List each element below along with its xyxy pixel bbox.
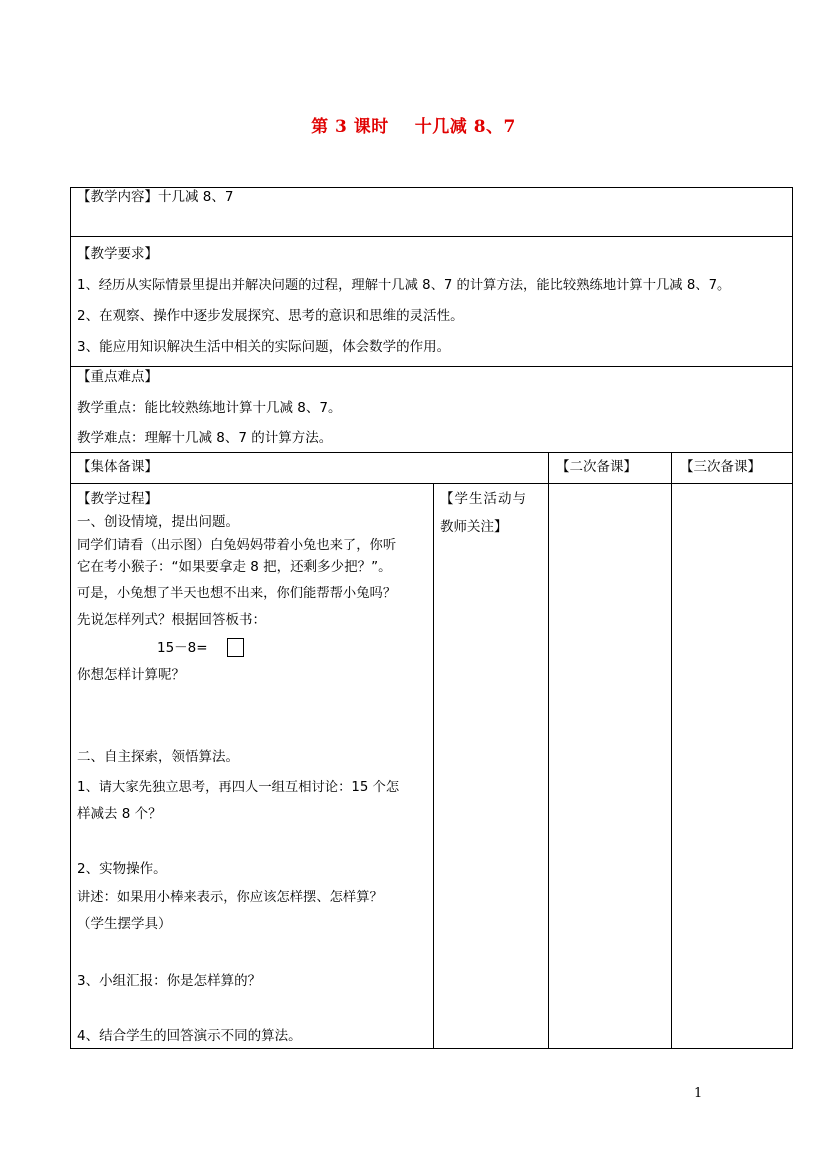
requirements-heading: 【教学要求】 — [77, 246, 158, 262]
process-line: 同学们请看（出示图）白兔妈妈带着小兔也来了，你听 — [77, 538, 397, 553]
lesson-topic: 十几减 8、7 — [414, 117, 516, 137]
table-border-bottom — [70, 1048, 793, 1049]
requirement-item: 1、经历从实际情景里提出并解决问题的过程，理解十几减 8、7 的计算方法，能比较熟练地计算十几减 8、7。 — [77, 278, 731, 293]
table-border-right — [792, 187, 793, 1049]
table-column-divider — [548, 452, 549, 1049]
keypoints-heading: 【重点难点】 — [77, 369, 158, 385]
process-line: （学生摆学具） — [77, 916, 172, 932]
third-header: 【三次备课】 — [680, 459, 761, 475]
process-line: 先说怎样列式？根据回答板书： — [77, 612, 266, 628]
process-line: 你想怎样计算呢？ — [77, 667, 185, 683]
answer-box — [227, 638, 244, 657]
process-line: 1、请大家先独立思考，再四人一组互相讨论：15 个怎 — [77, 780, 400, 795]
requirement-item: 2、在观察、操作中逐步发展探究、思考的意识和思维的灵活性。 — [77, 308, 464, 324]
difficulty-text: 教学难点：理解十几减 8、7 的计算方法。 — [77, 430, 333, 446]
table-column-divider — [671, 452, 672, 1049]
second-header: 【二次备课】 — [556, 459, 637, 475]
table-divider — [70, 236, 793, 237]
process-line: 讲述：如果用小棒来表示，你应该怎样摆、怎样算？ — [77, 890, 383, 905]
table-border-left — [70, 187, 71, 1049]
page-title — [0, 112, 827, 137]
table-divider — [70, 452, 793, 453]
requirement-item: 3、能应用知识解决生活中相关的实际问题，体会数学的作用。 — [77, 339, 451, 355]
process-heading: 【教学过程】 — [77, 491, 158, 507]
student-activity-heading: 【学生活动与 — [440, 491, 527, 507]
process-line: 4、结合学生的回答演示不同的算法。 — [77, 1028, 302, 1044]
page-number: 1 — [694, 1086, 703, 1101]
table-border-top — [70, 187, 793, 188]
table-divider — [70, 366, 793, 367]
process-line: 样减去 8 个？ — [77, 806, 162, 822]
table-column-divider — [433, 483, 434, 1049]
equation: 15－8= — [157, 640, 208, 656]
process-line: 可是，小兔想了半天也想不出来，你们能帮帮小兔吗？ — [77, 586, 397, 601]
process-line: 3、小组汇报：你是怎样算的？ — [77, 973, 262, 989]
process-line: 它在考小猴子：“如果要拿走 8 把，还剩多少把？”。 — [77, 559, 392, 575]
lesson-number: 第 3 课时 — [311, 117, 389, 137]
table-divider — [70, 483, 793, 484]
process-line: 二、自主探索，领悟算法。 — [77, 749, 239, 765]
focus-text: 教学重点：能比较熟练地计算十几减 8、7。 — [77, 400, 342, 416]
collective-header: 【集体备课】 — [77, 459, 158, 475]
process-line: 2、实物操作。 — [77, 861, 167, 877]
student-activity-heading-2: 教师关注】 — [440, 519, 508, 535]
process-line: 一、创设情境，提出问题。 — [77, 514, 239, 530]
teaching-content: 【教学内容】十几减 8、7 — [77, 189, 234, 205]
